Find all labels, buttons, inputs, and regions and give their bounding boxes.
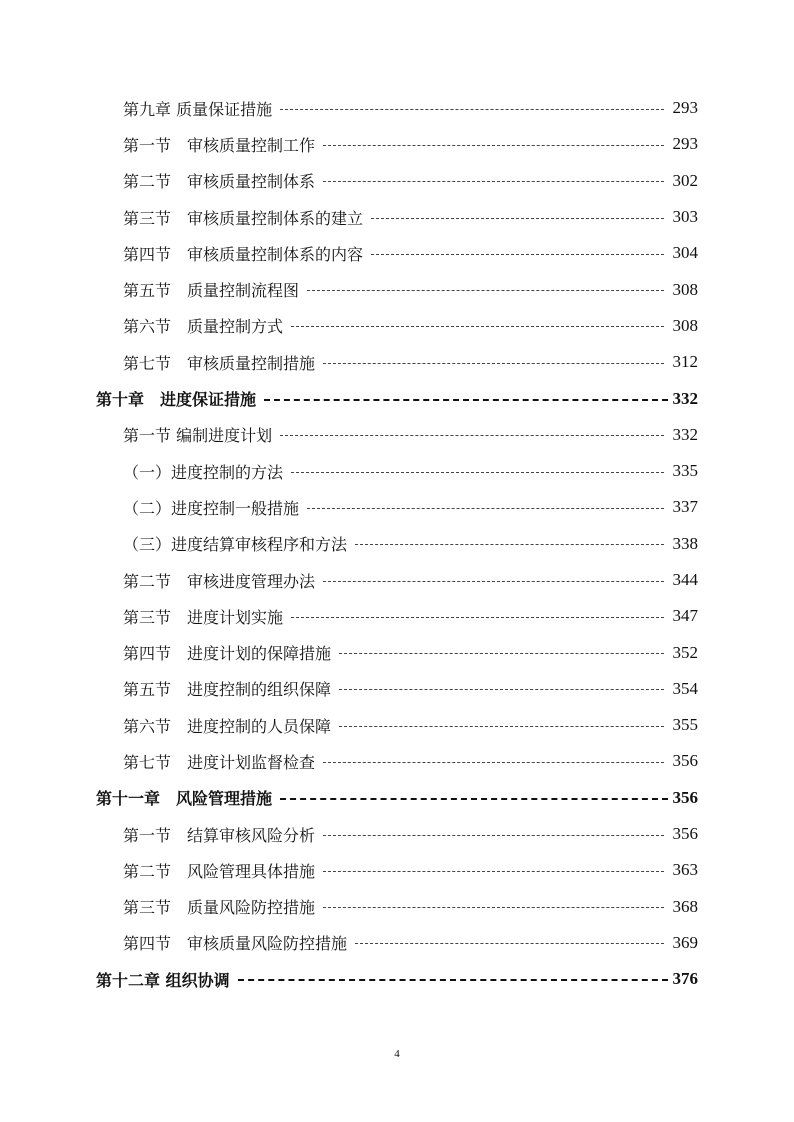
toc-entry-page: 356: [672, 824, 698, 844]
dot-leader: [264, 399, 668, 401]
toc-entry-title: 第二节 风险管理具体措施: [123, 861, 316, 881]
dot-leader: [291, 326, 664, 327]
toc-entry-section[interactable]: [0, 562, 794, 598]
toc-entry-page: 303: [672, 207, 698, 227]
toc-entry-section[interactable]: [0, 671, 794, 707]
toc-entry-section[interactable]: [0, 344, 794, 380]
toc-entry-title: 第二节 审核进度管理办法: [123, 571, 316, 591]
dot-leader: [339, 653, 664, 654]
toc-entry-page: 302: [672, 170, 698, 190]
dot-leader: [371, 218, 664, 219]
toc-entry-page: 337: [672, 497, 698, 517]
dot-leader: [323, 907, 664, 908]
toc-entry-chapter[interactable]: [0, 780, 794, 816]
toc-entry-title: 第一节 结算审核风险分析: [123, 825, 316, 845]
toc-entry-chapter[interactable]: [0, 380, 794, 416]
toc-entry-section[interactable]: [0, 743, 794, 779]
toc-entry-page: 356: [672, 751, 698, 771]
toc-entry-page: 354: [672, 678, 698, 698]
toc-entry-title: 第六节 进度控制的人员保障: [123, 716, 332, 736]
toc-entry-section[interactable]: [0, 417, 794, 453]
dot-leader: [323, 762, 664, 763]
dot-leader: [280, 109, 664, 110]
dot-leader: [323, 181, 664, 182]
toc-entry-title: 第七节 进度计划监督检查: [123, 752, 316, 772]
toc-entry-page: 293: [672, 134, 698, 154]
toc-entry-page: 368: [672, 896, 698, 916]
toc-entry-page: 335: [672, 461, 698, 481]
toc-entry-title: 第五节 质量控制流程图: [123, 281, 300, 301]
dot-leader: [355, 544, 664, 545]
toc-entry-section[interactable]: [0, 925, 794, 961]
toc-entry-page: 355: [672, 715, 698, 735]
dot-leader: [355, 943, 664, 944]
toc-entry-section[interactable]: [0, 308, 794, 344]
toc-entry-page: 332: [672, 424, 698, 444]
toc-entry-section[interactable]: [0, 634, 794, 670]
toc-entry-section[interactable]: [0, 271, 794, 307]
toc-entry-page: 308: [672, 315, 698, 335]
toc-entry-title: 第十章 进度保证措施: [96, 390, 257, 410]
toc-entry-section[interactable]: [0, 199, 794, 235]
toc-entry-section[interactable]: [0, 235, 794, 271]
dot-leader: [307, 290, 664, 291]
table-of-contents: [0, 90, 794, 997]
toc-entry-page: 293: [672, 98, 698, 118]
toc-entry-title: 第四节 进度计划的保障措施: [123, 644, 332, 664]
toc-entry-sub[interactable]: [0, 526, 794, 562]
toc-entry-title: 第七节 审核质量控制措施: [123, 353, 316, 373]
toc-entry-title: 第四节 审核质量控制体系的内容: [123, 244, 364, 264]
toc-entry-title: （三）进度结算审核程序和方法: [123, 535, 348, 555]
dot-leader: [323, 581, 664, 582]
toc-entry-title: 第九章 质量保证措施: [123, 99, 273, 119]
dot-leader: [371, 254, 664, 255]
toc-entry-page: 347: [672, 606, 698, 626]
toc-entry-section[interactable]: [0, 90, 794, 126]
dot-leader: [280, 435, 664, 436]
toc-entry-page: 369: [672, 932, 698, 952]
toc-entry-title: 第六节 质量控制方式: [123, 317, 284, 337]
toc-entry-title: 第五节 进度控制的组织保障: [123, 680, 332, 700]
dot-leader: [323, 871, 664, 872]
toc-entry-title: 第一节 审核质量控制工作: [123, 135, 316, 155]
toc-entry-page: 363: [672, 860, 698, 880]
toc-entry-section[interactable]: [0, 852, 794, 888]
toc-entry-sub[interactable]: [0, 453, 794, 489]
toc-entry-page: 344: [672, 570, 698, 589]
toc-entry-page: 376: [672, 969, 698, 989]
toc-entry-sub[interactable]: [0, 489, 794, 525]
toc-entry-title: （一）进度控制的方法: [123, 462, 284, 482]
toc-entry-section[interactable]: [0, 598, 794, 634]
dot-leader: [339, 689, 664, 690]
toc-entry-page: 308: [672, 279, 698, 299]
dot-leader: [323, 145, 664, 146]
toc-entry-page: 338: [672, 533, 698, 553]
toc-entry-section[interactable]: [0, 707, 794, 743]
toc-entry-title: 第二节 审核质量控制体系: [123, 172, 316, 192]
dot-leader: [291, 472, 664, 473]
dot-leader: [307, 508, 664, 509]
toc-entry-title: 第三节 进度计划实施: [123, 607, 284, 627]
toc-entry-section[interactable]: [0, 889, 794, 925]
toc-entry-title: 第三节 审核质量控制体系的建立: [123, 208, 364, 228]
dot-leader: [280, 798, 668, 800]
toc-entry-chapter[interactable]: [0, 961, 794, 997]
toc-entry-page: 332: [672, 388, 698, 408]
toc-entry-page: 356: [672, 787, 698, 807]
toc-entry-page: 352: [672, 642, 698, 662]
toc-entry-page: 312: [672, 352, 698, 372]
dot-leader: [339, 726, 664, 727]
dot-leader: [291, 617, 664, 618]
toc-entry-title: 第一节 编制进度计划: [123, 426, 273, 446]
toc-entry-title: 第三节 质量风险防控措施: [123, 898, 316, 918]
dot-leader: [323, 363, 664, 364]
page-number: 4: [394, 1048, 400, 1060]
dot-leader: [323, 835, 664, 836]
toc-entry-section[interactable]: [0, 816, 794, 852]
toc-entry-title: 第四节 审核质量风险防控措施: [123, 934, 348, 954]
toc-entry-section[interactable]: [0, 126, 794, 162]
toc-entry-section[interactable]: [0, 163, 794, 199]
dot-leader: [238, 979, 668, 981]
toc-entry-title: 第十二章 组织协调: [96, 970, 230, 990]
toc-entry-title: （二）进度控制一般措施: [123, 498, 300, 518]
toc-entry-title: 第十一章 风险管理措施: [96, 789, 273, 809]
toc-entry-page: 304: [672, 243, 698, 263]
